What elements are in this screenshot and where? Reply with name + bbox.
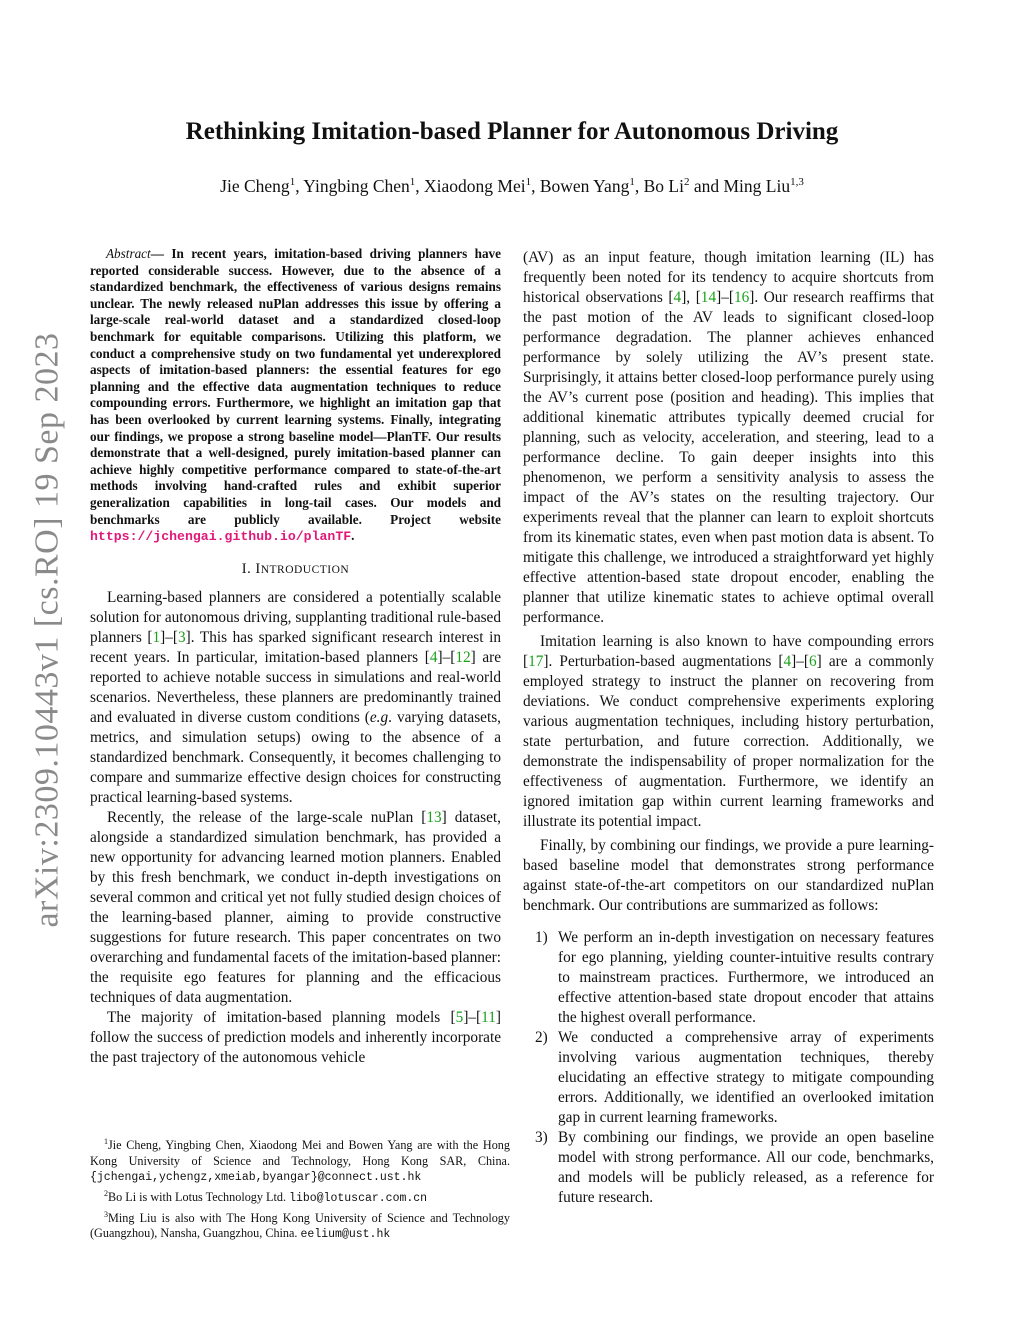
citation-link[interactable]: 5 xyxy=(455,1008,464,1026)
intro-paragraph-4: (AV) as an input feature, though imitation learning (IL) has frequently been noted for its tendency to acquire shortcuts from historical observations [4], [14]–[16]. Our research reaffirms that the past motion of the AV leads to significant closed-loop performance degradation. The planner achieves enhanced performance by solely utilizing the AV’s present state. Surprisingly, it attains better closed-loop performance purely using the AV’s current pose (position and heading). This implies that additional kinematic attributes typically deemed crucial for planning, such as velocity, acceleration, and steering, lead to a performance decline. To gain deeper insights into this phenomenon, we perform a sensitivity analysis to assess the impact of the AV’s states on the resulting trajectory. Our experiments reveal that the planner can learn to exploit shortcuts from its kinematic states, even when past motion data is absent. To mitigate this challenge, we introduced a straightforward yet highly effective attention-based state dropout encoder, enabling the planner that utilize kinematic states to achieve optimal overall performance. xyxy=(523,249,934,626)
author: Jie Cheng$^1$, xyxy=(220,176,304,196)
citation-link[interactable]: 6 xyxy=(809,653,817,670)
abstract: Abstract— In recent years, imitation-based driving planners have reported considerable success. However, due to the absence of a standardized benchmark, the effectiveness of various designs remains unclear. The newly released nuPlan addresses this issue by offering a large-scale real-world dataset and a standardized closed-loop benchmark for equitable comparisons. Utilizing this platform, we conduct a comprehensive study on two fundamental yet underexplored aspects of imitation-based planners: the essential features for ego planning and the effective data augmentation techniques to reduce compounding errors. Furthermore, we highlight an imitation gap that has been overlooked by current learning systems. Finally, integrating our findings, we propose a strong baseline model—PlanTF. Our results demonstrate that a well-designed, purely imitation-based planner can achieve highly competitive performance compared to state-of-the-art methods involving hand-crafted rules and exhibit superior generalization capabilities in long-tail cases. Our models and benchmarks are publicly available. Project website https://jchengai.github.io/planTF. xyxy=(90,246,501,545)
author: Bo Li$^2$ and xyxy=(643,176,724,196)
footnote-1: $^1$Jie Cheng, Yingbing Chen, Xiaodong Mei and Bowen Yang are with the Hong Kong University of Science and Technology, Hong Kong SAR, China.{jchengai,ychengz,xmeiab,byangar}@connect.ust.hk xyxy=(90,1137,510,1185)
author-list xyxy=(0,176,1024,197)
author: Ming Liu$^{1,3}$ xyxy=(723,176,804,196)
abstract-label: Abstract xyxy=(106,246,151,261)
citation-link[interactable]: 16 xyxy=(733,289,750,306)
author: Xiaodong Mei$^1$, xyxy=(424,176,540,196)
citation-link[interactable]: 11 xyxy=(481,1008,496,1026)
project-website-link[interactable]: https://jchengai.github.io/planTF xyxy=(90,529,352,545)
citation-link[interactable]: 13 xyxy=(426,808,442,826)
citation-link[interactable]: 14 xyxy=(700,289,717,306)
citation-link[interactable]: 4 xyxy=(673,289,682,306)
section-heading-introduction: I. INTRODUCTION xyxy=(241,560,350,577)
citation-link[interactable]: 12 xyxy=(455,648,471,666)
citation-link[interactable]: 1 xyxy=(152,628,161,646)
intro-paragraph-2: Recently, the release of the large-scale nuPlan [13] dataset, alongside a standardized simulation benchmark, has provided a new opportunity for advancing learned motion planners. Enabled by this fresh benchmark, we conduct in-depth investigations on several common and critical yet not fully studied design choices of the learning-based planner, aiming to provide constructive suggestions for future research. This paper concentrates on two overarching and fundamental facets of the imitation-based planner: the requisite ego features for planning and the efficacious techniques of data augmentation. xyxy=(90,808,501,1006)
citation-link[interactable]: 3 xyxy=(178,628,186,646)
left-column xyxy=(90,246,501,1068)
contribution-item: 3) By combining our findings, we provide an open baseline model with strong performance. All our code, benchmarks, and models will be publicly released, as a reference for future research. xyxy=(535,1129,934,1206)
footnote-email: {jchengai,ychengz,xmeiab,byangar}@connect.ust.hk xyxy=(90,1171,422,1185)
arxiv-id-text: arXiv:2309.10443v1 [cs.RO] 19 Sep 2023 xyxy=(29,332,66,928)
intro-paragraph-1: Learning-based planners are considered a potentially scalable solution for autonomous driving, supplanting traditional rule-based planners [1]–[3]. This has sparked significant research interest in recent years. In particular, imitation-based planners [4]–[12] are reported to achieve notable success in simulations and real-world scenarios. Nevertheless, these planners are predominantly trained and evaluated in diverse custom conditions (e.g. varying datasets, metrics, and simulation setups) owing to the absence of a standardized benchmark. Consequently, it becomes challenging to compare and summarize effective design choices for constructing practical learning-based systems. xyxy=(90,588,501,806)
contribution-list xyxy=(523,928,934,1208)
footnote-email: libo@lotuscar.com.cn xyxy=(289,1191,428,1205)
contribution-item: 1) We perform an in-depth investigation on necessary features for ego planning, yielding counter-intuitive results contrary to mainstream practices. Furthermore, we introduced an effective attention-based state dropout encoder that attains the highest overall performance. xyxy=(535,929,934,1026)
intro-paragraph-6: Finally, by combining our findings, we provide a pure learning-based baseline model that demonstrates strong performance against state-of-the-art competitors on our standardized nuPlan benchmark. Our contributions are summarized as follows: xyxy=(523,837,934,914)
contribution-item: 2) We conducted a comprehensive array of experiments involving various augmentation techniques, thereby elucidating an effective strategy to mitigate compounding errors. Additionally, we identified an overlooked imitation gap in current learning frameworks. xyxy=(535,1029,934,1126)
author: Bowen Yang$^1$, xyxy=(539,176,644,196)
intro-paragraph-3: The majority of imitation-based planning models [5]–[11] follow the success of prediction models and inherently incorporate the past trajectory of the autonomous vehicle xyxy=(90,1008,501,1066)
citation-link[interactable]: 17 xyxy=(528,653,544,670)
footnote-2: $^2$Bo Li is with Lotus Technology Ltd. libo@lotuscar.com.cn xyxy=(104,1188,428,1205)
paper-title: Rethinking Imitation-based Planner for Autonomous Driving xyxy=(185,118,839,145)
footnote-3: $^3$Ming Liu is also with The Hong Kong University of Science and Technology (Guangzhou), Nansha, Guangzhou, China. eelium@ust.hk xyxy=(90,1209,510,1242)
footnotes xyxy=(90,1134,510,1243)
arxiv-sidebar-id xyxy=(18,305,78,955)
citation-link[interactable]: 4 xyxy=(429,648,438,666)
right-column xyxy=(523,248,934,1208)
footnote-email: eelium@ust.hk xyxy=(300,1228,391,1242)
author: Yingbing Chen$^1$, xyxy=(303,176,425,196)
intro-paragraph-5: Imitation learning is also known to have compounding errors [17]. Perturbation-based augmentations [4]–[6] are a commonly employed strategy to instruct the planner on recovering from deviations. We conduct comprehensive experiments exploring various augmentation techniques, including history perturbation, state perturbation, and future correction. Additionally, we demonstrate the indispensability of proper normalization for the effectiveness of augmentation. Furthermore, we identify an ignored imitation gap within current learning frameworks and illustrate its potential impact. xyxy=(523,633,934,830)
citation-link[interactable]: 4 xyxy=(783,653,792,670)
